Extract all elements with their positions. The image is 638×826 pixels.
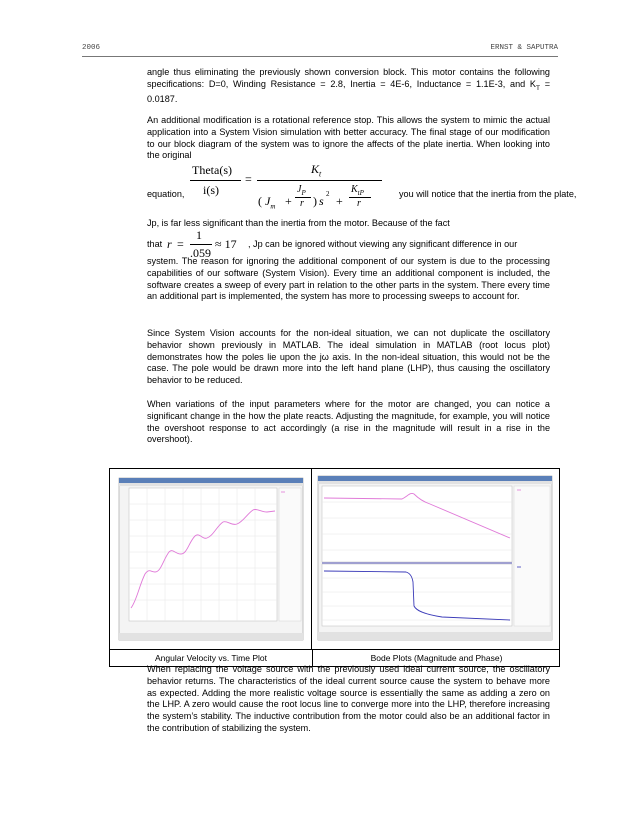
bode-titlebar <box>318 476 552 481</box>
p1-subscript: T <box>535 84 540 92</box>
eq1-jm-j: J <box>265 194 271 208</box>
paragraph-variations <box>147 399 550 446</box>
paragraph-non-ideal <box>147 328 550 387</box>
eq1-ktp-sub: tP <box>357 189 364 197</box>
eq1-trail: you will notice that the inertia from the plate, <box>399 189 577 199</box>
angular-velocity-screenshot <box>109 468 311 648</box>
eq1-frac-bar-left <box>190 180 241 181</box>
eq1-den-ktp <box>351 184 364 197</box>
paragraph-system-vision <box>147 256 550 303</box>
caption-bode: Bode Plots (Magnitude and Phase) <box>370 653 503 663</box>
eq2-r: r <box>167 237 172 251</box>
p4-text: Since System Vision accounts for the non-ideal situation, we can not duplicate the oscillatory behavior shown previously in MATLAB. The ideal simulation in MATLAB (root locus plot) demonstrates how the poles lie upon the jω axis. In the non-ideal situation, this would not be the case. The pole would be drawn more into the left hand plane (LHP), thus causing the oscillatory behavior to be reduced. <box>147 328 550 386</box>
eq1-num-right <box>311 162 321 178</box>
paragraph-ideal-current <box>147 664 550 735</box>
eq1-lead: equation, <box>147 189 185 199</box>
p5-text: When variations of the input parameters where for the motor are changed, you can notice a significant change in the how the plate reacts. Adjusting the magnitude, for example, you will notice the overshoot response to act accordingly (a rise in the magnitude will result in a rise in the overshoot). <box>147 399 550 445</box>
eq1-den-r1: r <box>300 198 304 209</box>
eq1-den-s: s <box>319 194 324 208</box>
eq1-equals: = <box>245 172 252 186</box>
p3a-text: Jp, is far less significant than the inertia from the motor. Because of the fact <box>147 218 450 228</box>
p6-text: When replacing the voltage source with the previously used ideal current source, the oscillatory behavior returns. The characteristics of the ideal current source cause the system to behave more as expected. Adding the more realistic voltage source is essentially the same as adding a zero on the LHP. A zero would cause the root locus line to converge more into the LHP, therefore increasing the system’s stability. The inductive contribution from the motor could also be an additional factor in the contribution of stabilizing the system. <box>147 664 550 733</box>
header-year: 2006 <box>82 44 101 52</box>
eq1-paren-open: ( <box>258 194 262 208</box>
p1-text: angle thus eliminating the previously shown conversion block. This motor contains the following specifications: D=0, Winding Resistance = 2.8, Inertia = 4E-6, Inductance = 1.1E-3, and K <box>147 67 550 89</box>
eq2-num: 1 <box>196 228 202 242</box>
bode-phase-area <box>322 564 512 626</box>
eq2-lead: that <box>147 239 163 249</box>
paragraph-jp <box>147 218 550 230</box>
paragraph-modification <box>147 115 550 162</box>
eq2-approx: ≈ 17 <box>215 237 237 251</box>
bode-statusbar <box>318 632 552 640</box>
eq1-den-plus2: + <box>336 194 343 208</box>
header-rule <box>82 56 558 57</box>
eq1-paren-close: ) <box>313 194 317 208</box>
eq1-jp-sub: P <box>301 189 306 197</box>
eq1-den-left: i(s) <box>203 183 219 197</box>
eq1-den-s2: 2 <box>326 190 330 198</box>
paragraph-motor-specs <box>147 67 550 106</box>
av-titlebar <box>119 478 303 483</box>
av-statusbar <box>119 633 303 640</box>
eq1-ktp-k: K <box>351 184 358 195</box>
eq2-den: .059 <box>190 246 211 260</box>
eq1-den-jm <box>265 194 275 210</box>
eq1-den-jp <box>297 184 306 197</box>
av-menubar <box>119 483 303 486</box>
eq1-num-left: Theta(s) <box>192 163 232 177</box>
page-header <box>82 44 558 56</box>
eq2-frac-bar <box>190 244 212 245</box>
eq1-den-r2: r <box>357 198 361 209</box>
av-legend-panel <box>279 488 301 621</box>
eq2-trail: , Jp can be ignored without viewing any significant difference in our <box>248 239 518 249</box>
p1-end: = 0.0187. <box>147 78 551 105</box>
eq1-jm-sub: m <box>270 202 276 211</box>
figure-block <box>109 468 560 663</box>
bode-menubar <box>318 481 552 484</box>
bode-screenshot <box>312 468 558 648</box>
eq1-kt-sub: t <box>319 169 322 179</box>
caption-angular-velocity: Angular Velocity vs. Time Plot <box>155 653 267 663</box>
eq1-kt-k: K <box>311 162 320 176</box>
bode-legend-panel <box>514 486 550 626</box>
eq1-frac-bar-right <box>257 180 382 181</box>
eq1-jp-j: J <box>297 184 302 195</box>
header-authors: ERNST & SAPUTRA <box>490 44 558 52</box>
eq1-den-plus1: + <box>285 194 292 208</box>
bode-magnitude-area <box>322 486 512 562</box>
p2-text: An additional modification is a rotational reference stop. This allows the system to mimic the actual application into a System Vision simulation with better accuracy. The final stage of our modification to our block diagram of the system was to ignore the affects of the plate inertia. When looking into the original <box>147 115 550 161</box>
eq2-equals: = <box>177 237 184 251</box>
p3b-text: system. The reason for ignoring the additional component of our system is due to the processing capabilities of our software (System Vision). Every time an additional component is included, the software creates a sweep of every part in relation to the other parts in the system. There every time an additional part is implemented, the system has more to processing sweeps to account for. <box>147 256 550 302</box>
